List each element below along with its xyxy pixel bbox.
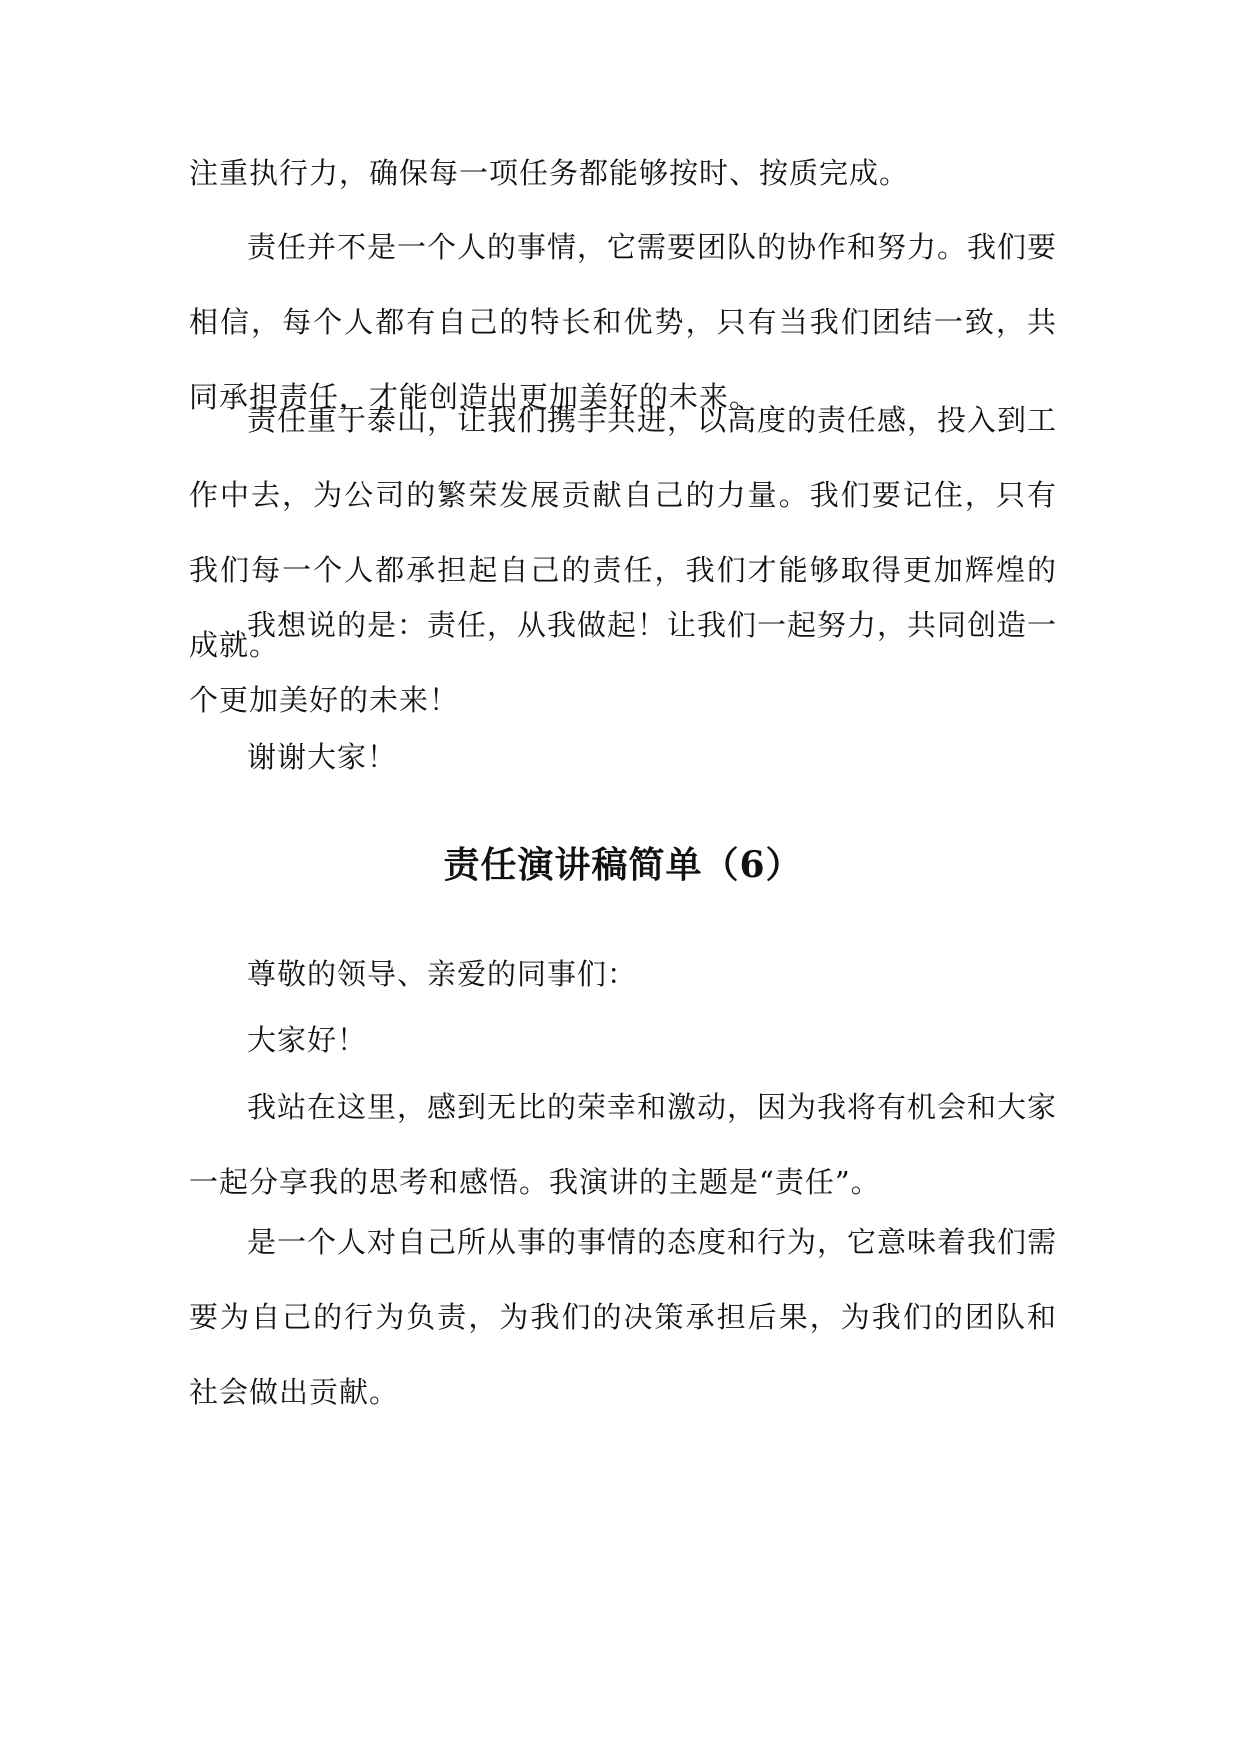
paragraph-responsibility-heavy: 责任重于泰山，让我们携手共进，以高度的责任感，投入到工作中去，为公司的繁荣发展贡献自己的力量。我们要记住，只有我们每一个人都承担起自己的责任，我们才能够取得更加辉煌的成就。 [189,403,1058,662]
paragraph-salutation: 尊敬的领导、亲爱的同事们： [247,957,638,991]
paragraph-definition: 是一个人对自己所从事的事情的态度和行为，它意味着我们需要为自己的行为负责，为我们的决策承担后果，为我们的团队和社会做出贡献。 [189,1225,1058,1409]
paragraph-continuation: 注重执行力，确保每一项任务都能够按时、按质完成。 [189,156,910,190]
paragraph-greeting: 大家好！ [247,1023,368,1057]
paragraph-teamwork: 责任并不是一个人的事情，它需要团队的协作和努力。我们要相信，每个人都有自己的特长和优势，只有当我们团结一致，共同承担责任，才能创造出更加美好的未来。 [189,230,1058,414]
paragraph-thanks: 谢谢大家！ [247,740,398,774]
paragraph-start-from-me: 我想说的是：责任，从我做起！让我们一起努力，共同创造一个更加美好的未来！ [189,608,1058,717]
section-title: 责任演讲稿简单（6） [443,844,803,886]
paragraph-intro: 我站在这里，感到无比的荣幸和激动，因为我将有机会和大家一起分享我的思考和感悟。我演讲的主题是“责任”。 [189,1090,1058,1199]
